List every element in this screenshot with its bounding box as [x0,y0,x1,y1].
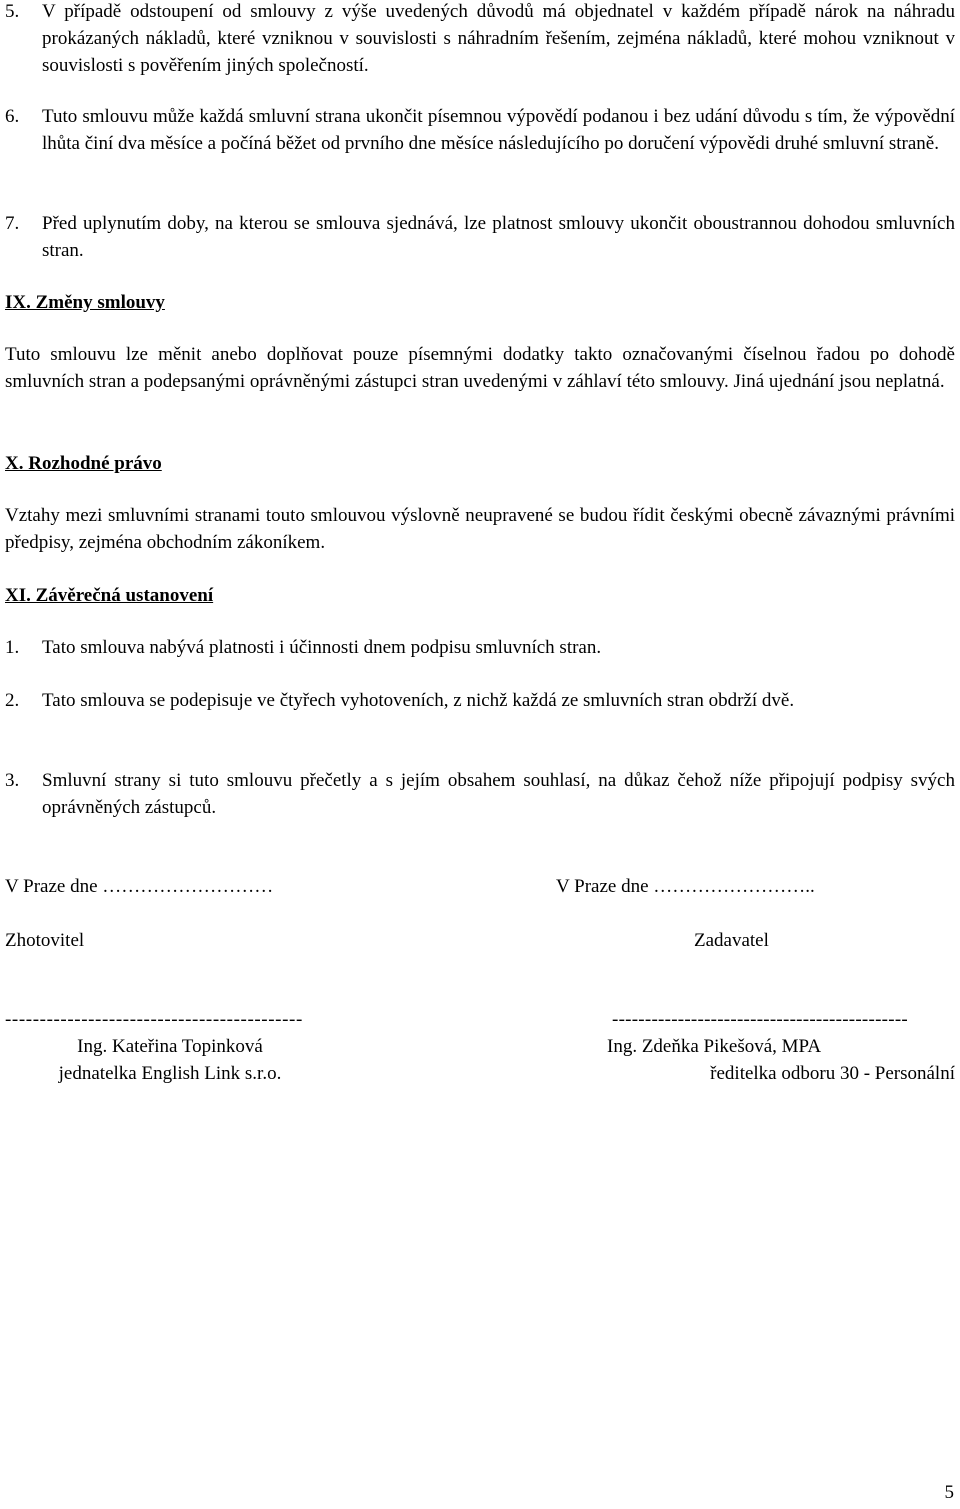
clause-text: Před uplynutím doby, na kterou se smlouva sjednává, lze platnost smlouvy ukončit oboustrannou dohodou smluvních stran. [42,213,955,261]
section-heading-xi: XI. Závěrečná ustanovení [5,585,214,606]
section-heading-x: X. Rozhodné právo [5,453,162,474]
clause-number: 6. [5,106,20,127]
clause-number: 1. [5,637,20,658]
left-party-role: Zhotovitel [5,930,85,951]
final-clause-1 [5,634,955,661]
clause-5 [5,0,955,79]
clause-6 [5,103,955,157]
clause-text: Tato smlouva nabývá platnosti i účinnosti dnem podpisu smluvních stran. [42,637,602,658]
left-signature-line: ------------------------------------------- [5,1009,303,1030]
right-signature-line: --------------------------------------------- [612,1009,908,1030]
clause-text: V případě odstoupení od smlouvy z výše uvedených důvodů má objednatel v každém případě nárok na náhradu prokázaných nákladů, které vzniknou v souvislosti s náhradním řešením, zejména nákladů, které mohou vzniknout v souvislosti s pověřením jiných společností. [42,1,955,76]
right-party-role: Zadavatel [694,930,769,951]
final-clause-2 [5,687,955,714]
clause-number: 3. [5,770,20,791]
section-heading-ix: IX. Změny smlouvy [5,292,165,313]
right-signatory-name: Ing. Zdeňka Pikešová, MPA [607,1036,822,1057]
clause-text: Smluvní strany si tuto smlouvu přečetly a s jejím obsahem souhlasí, na důkaz čehož níže připojují podpisy svých oprávněných zástupců. [42,770,955,818]
clause-text: Tuto smlouvu může každá smluvní strana ukončit písemnou výpovědí podanou i bez udání důvodu s tím, že výpovědní lhůta činí dva měsíce a počíná běžet od prvního dne měsíce následujícího po doručení výpovědi druhé smluvní straně. [42,106,955,154]
left-signatory-name: Ing. Kateřina Topinková [77,1036,263,1057]
clause-number: 2. [5,690,20,711]
left-signatory-title: jednatelka English Link s.r.o. [58,1063,282,1084]
section-x-text: Vztahy mezi smluvními stranami touto smlouvou výslovně neupravené se budou řídit českými obecně závaznými právními předpisy, zejména obchodním zákoníkem. [5,505,955,553]
right-signatory-title: ředitelka odboru 30 - Personální [710,1063,955,1084]
right-place-date: V Praze dne …………………….. [556,876,815,897]
final-clause-3 [5,767,955,821]
clause-number: 5. [5,1,20,22]
clause-number: 7. [5,213,20,234]
page-number: 5 [944,1482,954,1503]
left-place-date: V Praze dne ……………………… [5,876,274,897]
section-ix-text: Tuto smlouvu lze měnit anebo doplňovat pouze písemnými dodatky takto označovanými číselnou řadou po dohodě smluvních stran a podepsanými oprávněnými zástupci stran uvedenými v záhlaví této smlouvy. Jiná ujednání jsou neplatná. [5,344,955,392]
clause-text: Tato smlouva se podepisuje ve čtyřech vyhotoveních, z nichž každá ze smluvních stran obdrží dvě. [42,690,795,711]
clause-7 [5,210,955,264]
